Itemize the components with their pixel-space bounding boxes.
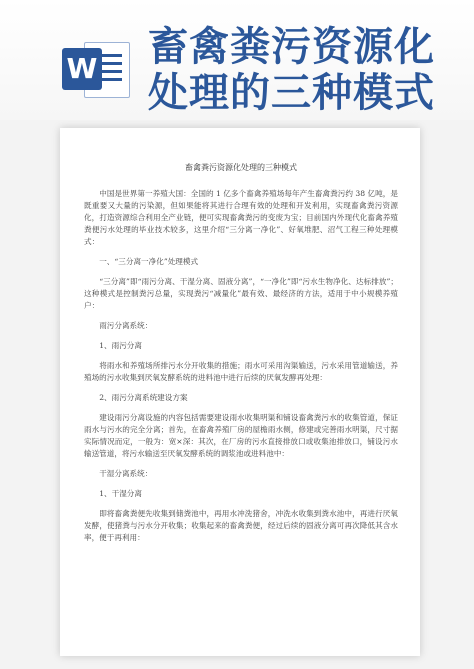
paragraph: 一、“三分离一净化”处理模式 [99, 257, 199, 266]
paragraph: 1、雨污分离 [99, 341, 142, 350]
paragraph: 中国是世界第一养殖大国：全国的 1 亿多个畜禽养殖场每年产生畜禽粪污约 38 亿吨，是既重要又大量的污染源，但如果能将其进行合理有效的处理和开发利用，实现畜禽粪污资源化，打造资源综合利用全产业链，便可实现畜禽粪污的变废为宝；目前国内外现代化畜禽养殖粪便污水处理的毕业技术较多，这里介绍“三分离一净化”、好氧堆肥、沼气工程三种处理模式： [84, 189, 398, 246]
document-body [84, 162, 398, 552]
paragraph: 建设雨污分离设施的内容包括需要建设雨水收集明渠和铺设畜禽粪污水的收集管道，保证雨水与污水的完全分离；首先，在畜禽养殖厂房的屋檐雨水侧，修建或完善雨水明渠，尺寸据实际情况而定，一般为：宽×深：其次，在厂房的污水直接排放口或收集池排放口，铺设污水输送管道，将污水输送至厌氧发酵系统的调浆池或进料池中： [84, 413, 398, 458]
paragraph: 即将畜禽粪便先收集到储粪池中，再用水冲洗猪舍，冲洗水收集到粪水池中，再进行厌氧发酵，使猪粪与污水分开收集；收集起来的畜禽粪便，经过后续的固液分离可再次降低其含水率，便于再利用： [84, 509, 398, 542]
paragraph: “三分离”即“雨污分离、干湿分离、固液分离”，“一净化”即“污水生物净化、达标排放”；这种模式是控制粪污总量，实现粪污“减量化”最有效、最经济的方法，适用于中小规模养殖户： [84, 277, 398, 310]
word-document-icon [62, 40, 128, 98]
paragraph: 2、雨污分离系统建设方案 [99, 393, 188, 402]
document-preview [60, 128, 420, 656]
paragraph: 1、干湿分离 [99, 489, 142, 498]
paragraph: 将雨水和养殖场所排污水分开收集的措施；雨水可采用沟渠输送，污水采用管道输送，养殖场的污水收集到厌氧发酵系统的进料池中进行后续的厌氧发酵再处理： [84, 361, 398, 382]
document-title: 畜禽粪污资源化处理的三种模式 [185, 163, 297, 172]
word-logo-badge: W [62, 48, 102, 90]
paragraph: 干湿分离系统： [99, 469, 153, 478]
page-headline: 畜禽粪污资源化处理的三种模式 [148, 24, 435, 116]
paragraph: 雨污分离系统： [99, 321, 153, 330]
